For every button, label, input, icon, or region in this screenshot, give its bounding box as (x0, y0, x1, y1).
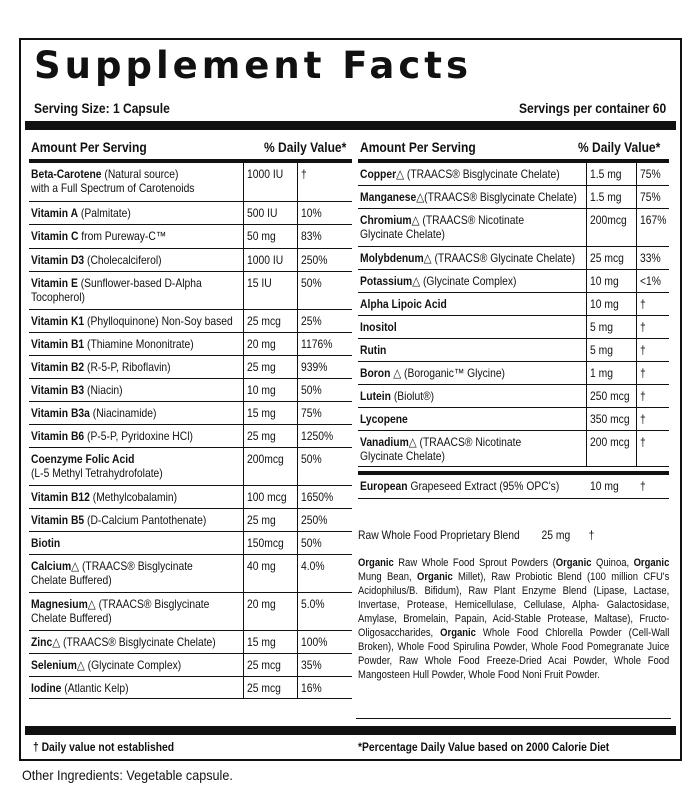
nutrient-amount: 500 IU (247, 206, 278, 220)
left-header-dv: % Daily Value* (264, 139, 347, 155)
nutrient-row (29, 425, 352, 448)
nutrient-label: Magnesium△ (31, 597, 96, 611)
nutrient-name (360, 251, 575, 265)
blend-segment: Organic (358, 557, 394, 569)
nutrient-row (358, 408, 669, 431)
nutrient-label: Vitamin K1 (31, 314, 85, 328)
nutrient-daily-value: 4.0% (301, 559, 325, 573)
nutrient-detail-line2: Chelate Buffered) (31, 611, 112, 625)
nutrient-name (31, 635, 216, 649)
nutrient-amount: 25 mg (247, 513, 276, 527)
blend-title-line (358, 528, 594, 542)
blend-segment: Quinoa, (591, 557, 634, 569)
nutrient-label: Vitamin B6 (31, 429, 85, 443)
column-divider-line (586, 163, 587, 467)
nutrient-daily-value: † (640, 389, 646, 403)
nutrient-label: Manganese△ (360, 190, 425, 204)
nutrient-detail: (Glycinate Complex) (420, 274, 517, 288)
nutrient-row (358, 385, 669, 408)
nutrient-detail: (Niacin) (84, 383, 123, 397)
extract-row (358, 475, 669, 499)
nutrient-label: Zinc△ (31, 635, 61, 649)
nutrient-name (31, 253, 162, 267)
nutrient-amount: 50 mg (247, 229, 276, 243)
nutrient-daily-value: 50% (301, 383, 322, 397)
other-ingredients: Other Ingredients: Vegetable capsule. (22, 767, 233, 783)
nutrient-amount: 200mcg (590, 213, 627, 227)
nutrient-detail: from Pureway-C™ (78, 229, 167, 243)
nutrient-detail-line2: Tocopherol) (31, 290, 85, 304)
nutrient-row (358, 362, 669, 385)
nutrient-daily-value: 100% (301, 635, 328, 649)
nutrient-label: Lutein (360, 389, 391, 403)
nutrient-detail: (Thiamine Mononitrate) (84, 337, 194, 351)
nutrient-daily-value: † (640, 297, 646, 311)
blend-segment: Whole Food Chlorella Powder (Cell-Wall Broken), Whole Food Spirulina Powder, Whole Food Pomegranate Juice Powder, Raw Whole Food Freeze-Dried Acai Powder, Whole Food Mangosteen Hull Powder, Whole Food Noni Fruit Powder. (358, 627, 670, 681)
nutrient-row (29, 631, 352, 654)
extract-amount: 10 mg (590, 479, 619, 493)
nutrient-amount: 5 mg (590, 320, 613, 334)
right-header-amount: Amount Per Serving (360, 139, 476, 155)
blend-segment: Mung Bean, (358, 571, 417, 583)
nutrient-detail: (Boroganic™ Glycine) (401, 366, 506, 380)
nutrient-detail-line2: Chelate Buffered) (31, 573, 112, 587)
nutrient-amount: 5 mg (590, 343, 613, 357)
nutrient-detail: (TRAACS® Glycinate Chelate) (431, 251, 576, 265)
right-column-header (358, 130, 669, 163)
nutrient-name (31, 383, 123, 397)
panel-title: Supplement Facts (34, 44, 473, 87)
nutrient-label: Vitamin B3 (31, 383, 85, 397)
nutrient-label: Selenium△ (31, 658, 85, 672)
nutrient-amount: 100 mcg (247, 490, 287, 504)
nutrient-label: Vitamin A (31, 206, 79, 220)
nutrient-amount: 250 mcg (590, 389, 630, 403)
nutrient-label: Chromium△ (360, 213, 420, 227)
nutrient-row (29, 402, 352, 425)
nutrient-detail-line2: with a Full Spectrum of Carotenoids (31, 181, 195, 195)
nutrient-detail: (D-Calcium Pantothenate) (84, 513, 207, 527)
nutrient-daily-value: 16% (301, 681, 322, 695)
nutrient-name (31, 429, 193, 443)
nutrient-row (358, 247, 669, 270)
nutrient-daily-value: † (640, 343, 646, 357)
nutrient-name (31, 597, 209, 625)
nutrient-row (29, 272, 352, 310)
nutrient-detail: (Sunflower-based D-Alpha (77, 276, 202, 290)
nutrient-name (31, 360, 171, 374)
nutrient-label: Vitamin D3 (31, 253, 85, 267)
nutrient-detail-line2: (L-5 Methyl Tetrahydrofolate) (31, 466, 163, 480)
nutrient-detail-line2: Glycinate Chelate) (360, 227, 445, 241)
nutrient-amount: 15 mg (247, 635, 276, 649)
nutrient-label: Vitamin B3a (31, 406, 90, 420)
blend-bottom-line (356, 718, 671, 719)
nutrient-daily-value: 167% (640, 213, 667, 227)
nutrient-name (31, 276, 202, 304)
nutrient-amount: 1.5 mg (590, 190, 622, 204)
extract-detail: Grapeseed Extract (95% OPC's) (407, 479, 560, 493)
nutrient-amount: 25 mcg (247, 314, 281, 328)
nutrient-daily-value: 75% (640, 167, 661, 181)
nutrient-daily-value: 50% (301, 536, 322, 550)
nutrient-daily-value: 83% (301, 229, 322, 243)
nutrient-amount: 10 mg (590, 274, 619, 288)
nutrient-amount: 150mcg (247, 536, 284, 550)
nutrient-daily-value: † (301, 167, 307, 181)
nutrient-row (29, 163, 352, 202)
nutrient-name (360, 167, 560, 181)
nutrient-label: Vitamin C (31, 229, 79, 243)
nutrient-row (29, 249, 352, 272)
nutrient-label: Vitamin E (31, 276, 78, 290)
nutrient-row (358, 270, 669, 293)
nutrient-amount: 350 mcg (590, 412, 630, 426)
nutrient-detail: (TRAACS® Bisglycinate Chelate) (404, 167, 560, 181)
nutrient-daily-value: 5.0% (301, 597, 325, 611)
nutrient-detail: (TRAACS® Bisglycinate Chelate) (424, 190, 577, 204)
nutrient-label: Vanadium△ (360, 435, 417, 449)
supplement-facts-panel (19, 38, 682, 761)
nutrient-daily-value: 1650% (301, 490, 334, 504)
nutrient-daily-value: 75% (301, 406, 322, 420)
nutrient-amount: 1000 IU (247, 253, 284, 267)
top-divider-bar (25, 121, 676, 130)
nutrient-name (31, 490, 177, 504)
nutrient-name (360, 213, 524, 241)
nutrient-row (358, 163, 669, 186)
nutrient-daily-value: 50% (301, 276, 322, 290)
nutrient-name (31, 167, 194, 195)
nutrient-label: Vitamin B1 (31, 337, 85, 351)
nutrient-detail: (TRAACS® Nicotinate (419, 213, 525, 227)
nutrient-detail: (P-5-P, Pyridoxine HCl) (84, 429, 193, 443)
nutrient-row (29, 532, 352, 555)
nutrient-name (360, 320, 397, 334)
nutrient-detail: (Phylloquinone) Non-Soy based (84, 314, 233, 328)
nutrient-name (31, 452, 163, 480)
nutrient-amount: 25 mcg (247, 658, 281, 672)
nutrient-detail: (Methylcobalamin) (89, 490, 178, 504)
nutrient-name (31, 337, 194, 351)
left-column-header (29, 130, 352, 163)
left-nutrient-column (29, 130, 352, 695)
nutrient-name (31, 314, 233, 328)
blend-segment: Organic (555, 557, 592, 569)
nutrient-daily-value: 25% (301, 314, 322, 328)
nutrient-detail: (TRAACS® Bisglycinate (79, 559, 193, 573)
nutrient-name (360, 190, 577, 204)
nutrient-amount: 1000 IU (247, 167, 284, 181)
nutrient-daily-value: <1% (640, 274, 661, 288)
blend-segment: Raw Whole Food Sprout Powders ( (393, 557, 556, 569)
nutrient-label: Rutin (360, 343, 387, 357)
nutrient-detail: (Biolut®) (390, 389, 435, 403)
nutrient-amount: 40 mg (247, 559, 276, 573)
nutrient-detail: (Palmitate) (78, 206, 131, 220)
nutrient-label: Lycopene (360, 412, 408, 426)
nutrient-amount: 10 mg (590, 297, 619, 311)
blend-segment: Organic (440, 627, 476, 639)
nutrient-row (29, 310, 352, 333)
left-header-amount: Amount Per Serving (31, 139, 147, 155)
nutrient-daily-value: 33% (640, 251, 661, 265)
nutrient-row (29, 379, 352, 402)
nutrient-detail: (Atlantic Kelp) (61, 681, 129, 695)
right-nutrient-column (358, 130, 669, 493)
nutrient-detail: (TRAACS® Bisglycinate (95, 597, 210, 611)
blend-amount: 25 mg (541, 528, 571, 542)
nutrient-amount: 200 mcg (590, 435, 630, 449)
nutrient-name (360, 366, 505, 380)
nutrient-name (31, 536, 60, 550)
nutrient-amount: 20 mg (247, 597, 276, 611)
nutrient-label: Beta-Carotene (31, 167, 102, 181)
nutrient-daily-value: † (640, 412, 646, 426)
extract-daily-value: † (640, 479, 646, 493)
nutrient-label: Boron △ (360, 366, 402, 380)
nutrient-row (29, 202, 352, 225)
nutrient-row (29, 509, 352, 532)
nutrient-label: Coenzyme Folic Acid (31, 452, 135, 466)
nutrient-name (31, 513, 206, 527)
nutrient-row (358, 186, 669, 209)
nutrient-amount: 15 IU (247, 276, 272, 290)
nutrient-row (358, 339, 669, 362)
nutrient-daily-value: 939% (301, 360, 328, 374)
nutrient-name (360, 412, 408, 426)
blend-ingredients (358, 556, 669, 682)
nutrient-row (358, 431, 669, 467)
nutrient-name (31, 658, 181, 672)
nutrient-daily-value: 250% (301, 513, 328, 527)
nutrient-daily-value: 1176% (301, 337, 333, 351)
nutrient-amount: 25 mg (247, 360, 276, 374)
blend-title: Raw Whole Food Proprietary Blend (358, 528, 520, 542)
nutrient-daily-value: 35% (301, 658, 322, 672)
nutrient-detail: (Niacinamide) (89, 406, 157, 420)
nutrient-row (29, 486, 352, 509)
nutrient-amount: 20 mg (247, 337, 276, 351)
nutrient-row (358, 209, 669, 247)
nutrient-amount: 15 mg (247, 406, 276, 420)
nutrient-label: Inositol (360, 320, 397, 334)
nutrient-row (29, 225, 352, 249)
nutrient-row (29, 654, 352, 677)
nutrient-name (360, 389, 434, 403)
blend-segment: Organic (633, 557, 670, 569)
nutrient-detail-line2: Glycinate Chelate) (360, 449, 445, 463)
nutrient-daily-value: † (640, 320, 646, 334)
nutrient-amount: 1.5 mg (590, 167, 622, 181)
serving-size: Serving Size: 1 Capsule (34, 100, 170, 116)
nutrient-row (358, 316, 669, 339)
footnote-dagger: † Daily value not established (33, 740, 175, 754)
nutrient-amount: 25 mcg (247, 681, 281, 695)
blend-segment: Millet), Raw Probiotic Blend (100 million CFU's Acidophilus/B. Bifidum), Raw Plant Enzyme Blend (Lipase, Lactase, Invertase, Protease, Hemicellulase, Cellulase, Alpha- Galactosidase, Amylase, Bromelain, Papain, Acid-Stable Protease, Maltase), Fructo-Oligosaccharides, (358, 571, 670, 639)
nutrient-row (29, 356, 352, 379)
column-divider-line (297, 163, 298, 699)
nutrient-daily-value: 10% (301, 206, 322, 220)
blend-segment: Organic (416, 571, 453, 583)
nutrient-amount: 25 mcg (590, 251, 624, 265)
nutrient-amount: 25 mg (247, 429, 276, 443)
nutrient-row (29, 448, 352, 486)
nutrient-daily-value: † (640, 366, 646, 380)
nutrient-label: Molybdenum△ (360, 251, 432, 265)
nutrient-name (360, 343, 386, 357)
extract-name (360, 479, 559, 493)
nutrient-name (31, 681, 129, 695)
nutrient-name (360, 297, 447, 311)
nutrient-label: Calcium△ (31, 559, 80, 573)
nutrient-row (29, 333, 352, 356)
nutrient-detail: (Cholecalciferol) (84, 253, 162, 267)
nutrient-label: Biotin (31, 536, 61, 550)
right-header-dv: % Daily Value* (578, 139, 661, 155)
nutrient-label: Vitamin B2 (31, 360, 85, 374)
nutrient-detail: (R-5-P, Riboflavin) (84, 360, 171, 374)
blend-dv: † (588, 528, 595, 542)
column-divider-line (636, 163, 637, 467)
nutrient-row (29, 677, 352, 699)
nutrient-name (31, 206, 131, 220)
nutrient-detail: (TRAACS® Nicotinate (416, 435, 522, 449)
nutrient-row (29, 555, 352, 593)
bottom-divider-bar (25, 726, 676, 735)
servings-per-container: Servings per container 60 (518, 100, 666, 116)
nutrient-detail: (Natural source) (101, 167, 179, 181)
nutrient-label: Vitamin B5 (31, 513, 85, 527)
nutrient-label: Iodine (31, 681, 62, 695)
footnote-percent-dv: *Percentage Daily Value based on 2000 Calorie Diet (358, 740, 610, 754)
nutrient-daily-value: 75% (640, 190, 661, 204)
extract-label: European (360, 479, 408, 493)
nutrient-amount: 10 mg (247, 383, 276, 397)
nutrient-label: Potassium△ (360, 274, 421, 288)
nutrient-label: Vitamin B12 (31, 490, 90, 504)
column-divider-line (243, 163, 244, 699)
nutrient-name (31, 559, 193, 587)
nutrient-name (360, 435, 521, 463)
nutrient-amount: 200mcg (247, 452, 284, 466)
nutrient-detail: (Glycinate Complex) (84, 658, 182, 672)
nutrient-detail: (TRAACS® Bisglycinate Chelate) (60, 635, 216, 649)
nutrient-daily-value: 1250% (301, 429, 334, 443)
nutrient-daily-value: 50% (301, 452, 322, 466)
nutrient-row (29, 593, 352, 631)
nutrient-label: Alpha Lipoic Acid (360, 297, 447, 311)
nutrient-name (31, 229, 166, 243)
nutrient-row (358, 293, 669, 316)
nutrient-label: Copper△ (360, 167, 405, 181)
nutrient-amount: 1 mg (590, 366, 613, 380)
nutrient-name (360, 274, 516, 288)
nutrient-daily-value: † (640, 435, 646, 449)
nutrient-name (31, 406, 156, 420)
nutrient-daily-value: 250% (301, 253, 328, 267)
